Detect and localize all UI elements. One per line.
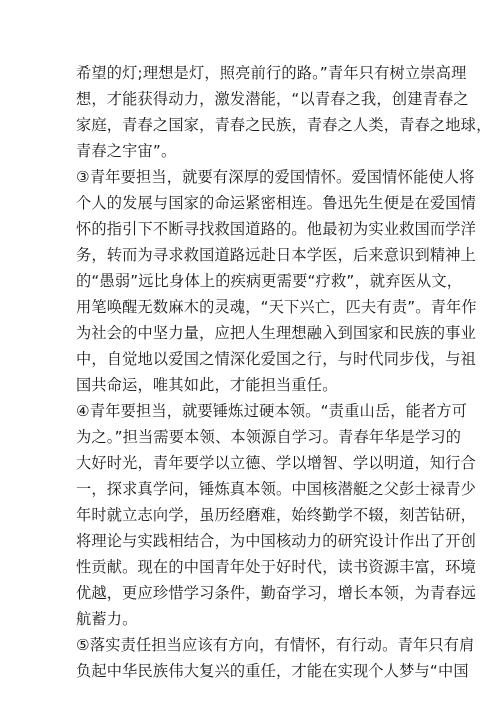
- text-line: ⑤落实责任担当应该有方向，有情怀，有行动。青年只有肩: [76, 636, 475, 654]
- text-line: 优越，更应珍惜学习条件，勤奋学习，增长本领，为青春远: [76, 584, 477, 602]
- text-line: 用笔唤醒无数麻木的灵魂，“天下兴亡，匹夫有责”。青年作: [76, 298, 477, 316]
- text-line: 家庭，青春之国家，青春之民族，青春之人类，青春之地球，: [76, 116, 492, 134]
- text-line: 为社会的中坚力量，应把人生理想融入到国家和民族的事业: [76, 324, 477, 342]
- text-line: ④青年要担当，就要锤炼过硬本领。“责重山岳，能者方可: [76, 402, 468, 420]
- text-line: 务，转而为寻求救国道路远赴日本学医，后来意识到精神上: [76, 246, 477, 264]
- text-line: 将理论与实践相结合，为中国核动力的研究设计作出了开创: [76, 532, 477, 550]
- text-line: 大好时光，青年要学以立德、学以增智、学以明道，知行合: [76, 454, 477, 472]
- text-line: 一，探求真学问，锤炼真本领。中国核潜艇之父彭士禄青少: [76, 480, 477, 498]
- text-line: ③青年要担当，就要有深厚的爱国情怀。爱国情怀能使人将: [76, 168, 475, 186]
- text-line: 怀的指引下不断寻找救国道路的。他最初为实业救国而学洋: [76, 220, 477, 238]
- text-line: 年时就立志向学，虽历经磨难，始终勤学不辍，刻苦钻研，: [76, 506, 477, 524]
- text-line: 中，自觉地以爱国之情深化爱国之行，与时代同步伐，与祖: [76, 350, 477, 368]
- text-line: 航蓄力。: [76, 610, 138, 628]
- text-line: 想，才能获得动力，激发潜能，“以青春之我，创建青春之: [76, 90, 469, 108]
- text-line: 希望的灯;理想是灯，照亮前行的路。”青年只有树立崇高理: [76, 64, 467, 82]
- text-line: 为之。”担当需要本领、本领源自学习。青春年华是学习的: [76, 428, 462, 446]
- text-line: 青春之宇宙”。: [76, 142, 177, 160]
- text-line: 性贡献。现在的中国青年处于好时代，读书资源丰富，环境: [76, 558, 477, 576]
- essay-text: [76, 60, 492, 684]
- text-line: 国共命运，唯其如此，才能担当重任。: [76, 376, 338, 394]
- text-line: 的“愚弱”远比身体上的疾病更需要“疗救”，就弃医从文，: [76, 272, 463, 290]
- text-line: 负起中华民族伟大复兴的重任，才能在实现个人梦与“中国: [76, 662, 469, 680]
- text-line: 个人的发展与国家的命运紧密相连。鲁迅先生便是在爱国情: [76, 194, 477, 212]
